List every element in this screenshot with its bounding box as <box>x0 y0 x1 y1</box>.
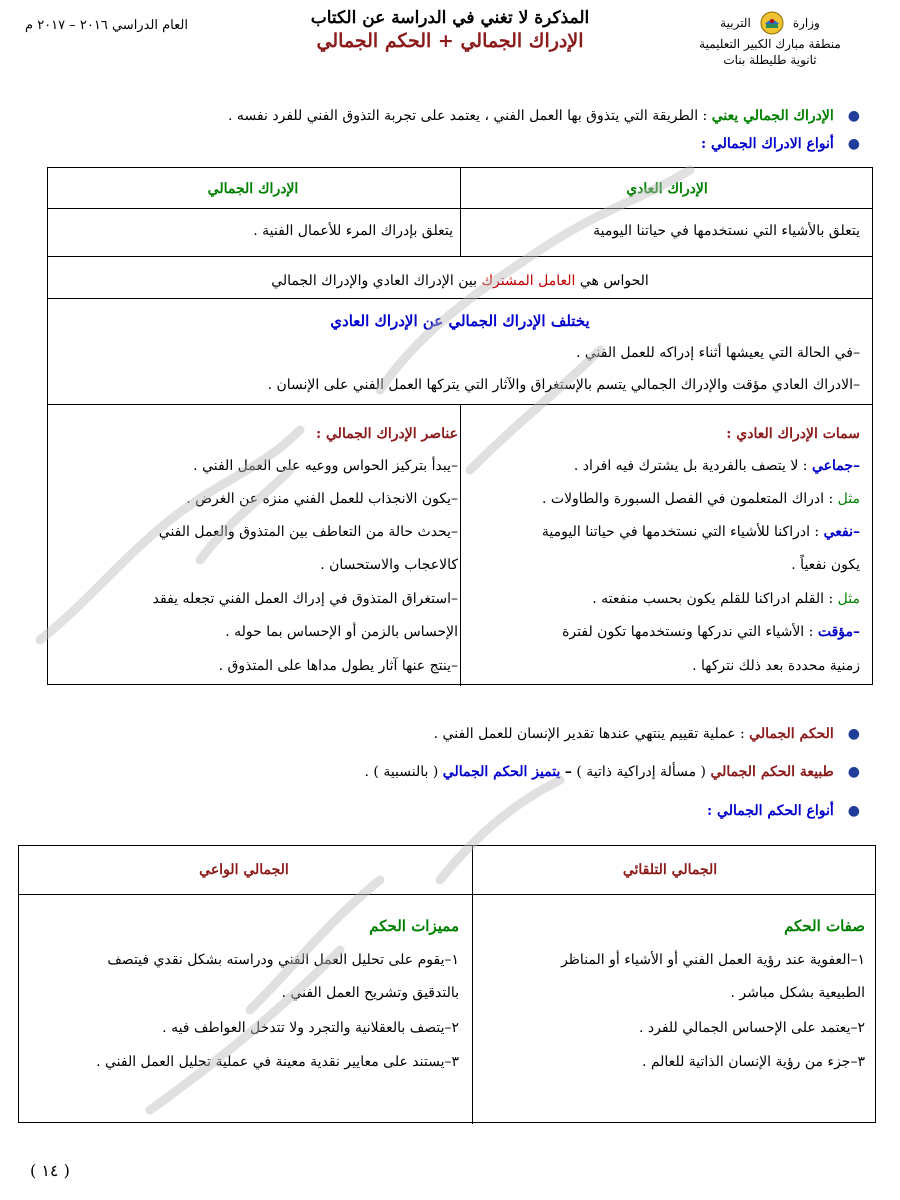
trait-temporary <box>465 622 860 642</box>
element-3: –يحدث حالة من التعاطف بين المتذوق والعمل الفني <box>158 524 458 540</box>
element-4-cont: الإحساس بالزمن أو الإحساس بما حوله . <box>225 624 458 640</box>
education-word: التربية <box>720 16 751 30</box>
spontaneous-1-cont: الطبيعية بشكل مباشر . <box>730 985 865 1001</box>
judgment-types-label: أنواع الحكم الجمالي : <box>707 803 834 819</box>
element-2: –يكون الانجذاب للعمل الفني منزه عن الغرض . <box>186 491 458 507</box>
judgment-types-line <box>40 801 860 821</box>
school-name: ثانوية طليطلة بنات <box>723 53 817 67</box>
judgment-text: : عملية تقييم ينتهي عندها تقدير الإنسان للعمل الفني . <box>433 726 745 742</box>
common-factor <box>48 271 872 291</box>
trait-temporary-cont: زمنية محددة بعد ذلك نتركها . <box>692 658 860 674</box>
page-number: ( ١٤ ) <box>30 1161 70 1180</box>
trait-2-term: –نفعي <box>823 524 860 540</box>
conscious-1-cont: بالتدقيق وتشريح العمل الفني . <box>281 985 459 1001</box>
trait-collective <box>465 456 860 476</box>
header-ordinary-perception: الإدراك العادي <box>626 181 708 197</box>
difference-1: –في الحالة التي يعيشها أثناء إدراكه للعمل الفني . <box>575 345 860 361</box>
element-4: –استغراق المتذوق في إدراك العمل الفني تجعله يفقد <box>152 591 458 607</box>
ministry-block <box>670 10 870 68</box>
conscious-title: مميزات الحكم <box>369 917 459 935</box>
conscious-3: ٣–يستند على معايير نقدية معينة في عملية تحليل العمل الفني . <box>96 1054 459 1070</box>
ministry-word: وزارة <box>792 16 820 30</box>
difference-title: يختلف الإدراك الجمالي عن الإدراك العادي <box>330 312 590 330</box>
district-name: منطقة مبارك الكبير التعليمية <box>699 37 841 51</box>
trait-2-example: : القلم ادراكنا للقلم يكون بحسب منفعته . <box>592 591 834 607</box>
bullet-icon: ● <box>847 726 860 742</box>
example-label: مثل <box>837 591 860 607</box>
trait-3-term: –مؤقت <box>817 624 860 640</box>
types-label: أنواع الادراك الجمالي : <box>700 136 834 152</box>
common-a: الحواس هي <box>579 273 649 289</box>
judgment-table <box>18 845 876 1123</box>
example-label: مثل <box>837 491 860 507</box>
nature-dash: – <box>564 764 572 780</box>
trait-1-term: –جماعي <box>811 458 860 474</box>
trait-1-text: : لا يتصف بالفردية بل يشترك فيه افراد . <box>573 458 808 474</box>
common-c: بين الإدراك العادي والإدراك الجمالي <box>271 273 478 289</box>
elements-title: عناصر الإدراك الجمالي : <box>315 426 458 442</box>
judgment-nature-line <box>40 762 860 782</box>
spontaneous-3: ٣–جزء من رؤية الإنسان الذاتية للعالم . <box>641 1054 865 1070</box>
definition-line <box>40 106 860 126</box>
academic-year: العام الدراسي ٢٠١٦ – ٢٠١٧ م <box>25 18 188 33</box>
kuwait-emblem-icon <box>759 10 785 36</box>
page-title: الإدراك الجمالي + الحكم الجمالي <box>316 30 584 52</box>
types-line <box>40 134 860 154</box>
common-b: العامل المشترك <box>481 273 576 289</box>
bullet-icon: ● <box>847 764 860 780</box>
element-3-cont: كالاعجاب والاستحسان . <box>320 557 458 573</box>
spontaneous-2: ٢–يعتمد على الإحساس الجمالي للفرد . <box>638 1020 865 1036</box>
element-5: –ينتج عنها آثار يطول مداها على المتذوق . <box>218 658 458 674</box>
definition-text: : الطريقة التي يتذوق بها العمل الفني ، يعتمد على تجربة التذوق الفني للفرد نفسه . <box>228 108 708 124</box>
bullet-icon: ● <box>847 803 860 819</box>
definition-term: الإدراك الجمالي يعني <box>711 108 834 124</box>
conscious-2: ٢–يتصف بالعقلانية والتجرد ولا تتدخل العواطف فيه . <box>162 1020 459 1036</box>
spontaneous-1: ١–العفوية عند رؤية العمل الفني أو الأشياء أو المناظر <box>561 952 865 968</box>
trait-2-text: : ادراكنا للأشياء التي نستخدمها في حياتنا اليومية <box>541 524 820 540</box>
bullet-icon: ● <box>847 136 860 152</box>
header-spontaneous: الجمالي التلقائي <box>622 862 718 878</box>
spontaneous-title: صفات الحكم <box>784 917 865 935</box>
trait-utilitarian-example <box>465 589 860 609</box>
title-block <box>250 8 650 52</box>
conscious-1: ١–يقوم على تحليل العمل الفني ودراسته بشكل نقدي فيتصف <box>107 952 459 968</box>
judgment-term: الحكم الجمالي <box>749 726 834 742</box>
perception-table <box>47 167 873 685</box>
header-conscious: الجمالي الواعي <box>199 862 289 878</box>
element-1: –يبدأ بتركيز الحواس ووعيه على العمل الفني . <box>193 458 458 474</box>
traits-title: سمات الإدراك العادي : <box>726 426 860 442</box>
trait-1-example: : ادراك المتعلمون في الفصل السبورة والطاولات . <box>541 491 834 507</box>
distinct-text: ( بالنسبية ) . <box>364 764 439 780</box>
trait-utilitarian <box>465 522 860 542</box>
nature-term: طبيعة الحكم الجمالي <box>710 764 834 780</box>
ordinary-definition: يتعلق بالأشياء التي نستخدمها في حياتنا اليومية <box>593 223 860 239</box>
trait-utilitarian-cont: يكون نفعياً . <box>791 557 860 573</box>
bullet-icon: ● <box>847 108 860 124</box>
note-disclaimer: المذكرة لا تغني في الدراسة عن الكتاب <box>310 8 590 28</box>
judgment-definition-line <box>40 724 860 744</box>
nature-text: ( مسألة إدراكية ذاتية ) <box>576 764 706 780</box>
difference-2: –الادراك العادي مؤقت والإدراك الجمالي يتسم بالإستغراق والآثار التي يتركها العمل الفني على الإنسان . <box>267 377 860 393</box>
header-aesthetic-perception: الإدراك الجمالي <box>207 181 299 197</box>
trait-3-text: : الأشياء التي ندركها ونستخدمها تكون لفترة <box>562 624 814 640</box>
aesthetic-definition: يتعلق بإدراك المرء للأعمال الفنية . <box>253 223 453 239</box>
trait-collective-example <box>465 489 860 509</box>
distinct-term: يتميز الحكم الجمالي <box>442 764 561 780</box>
